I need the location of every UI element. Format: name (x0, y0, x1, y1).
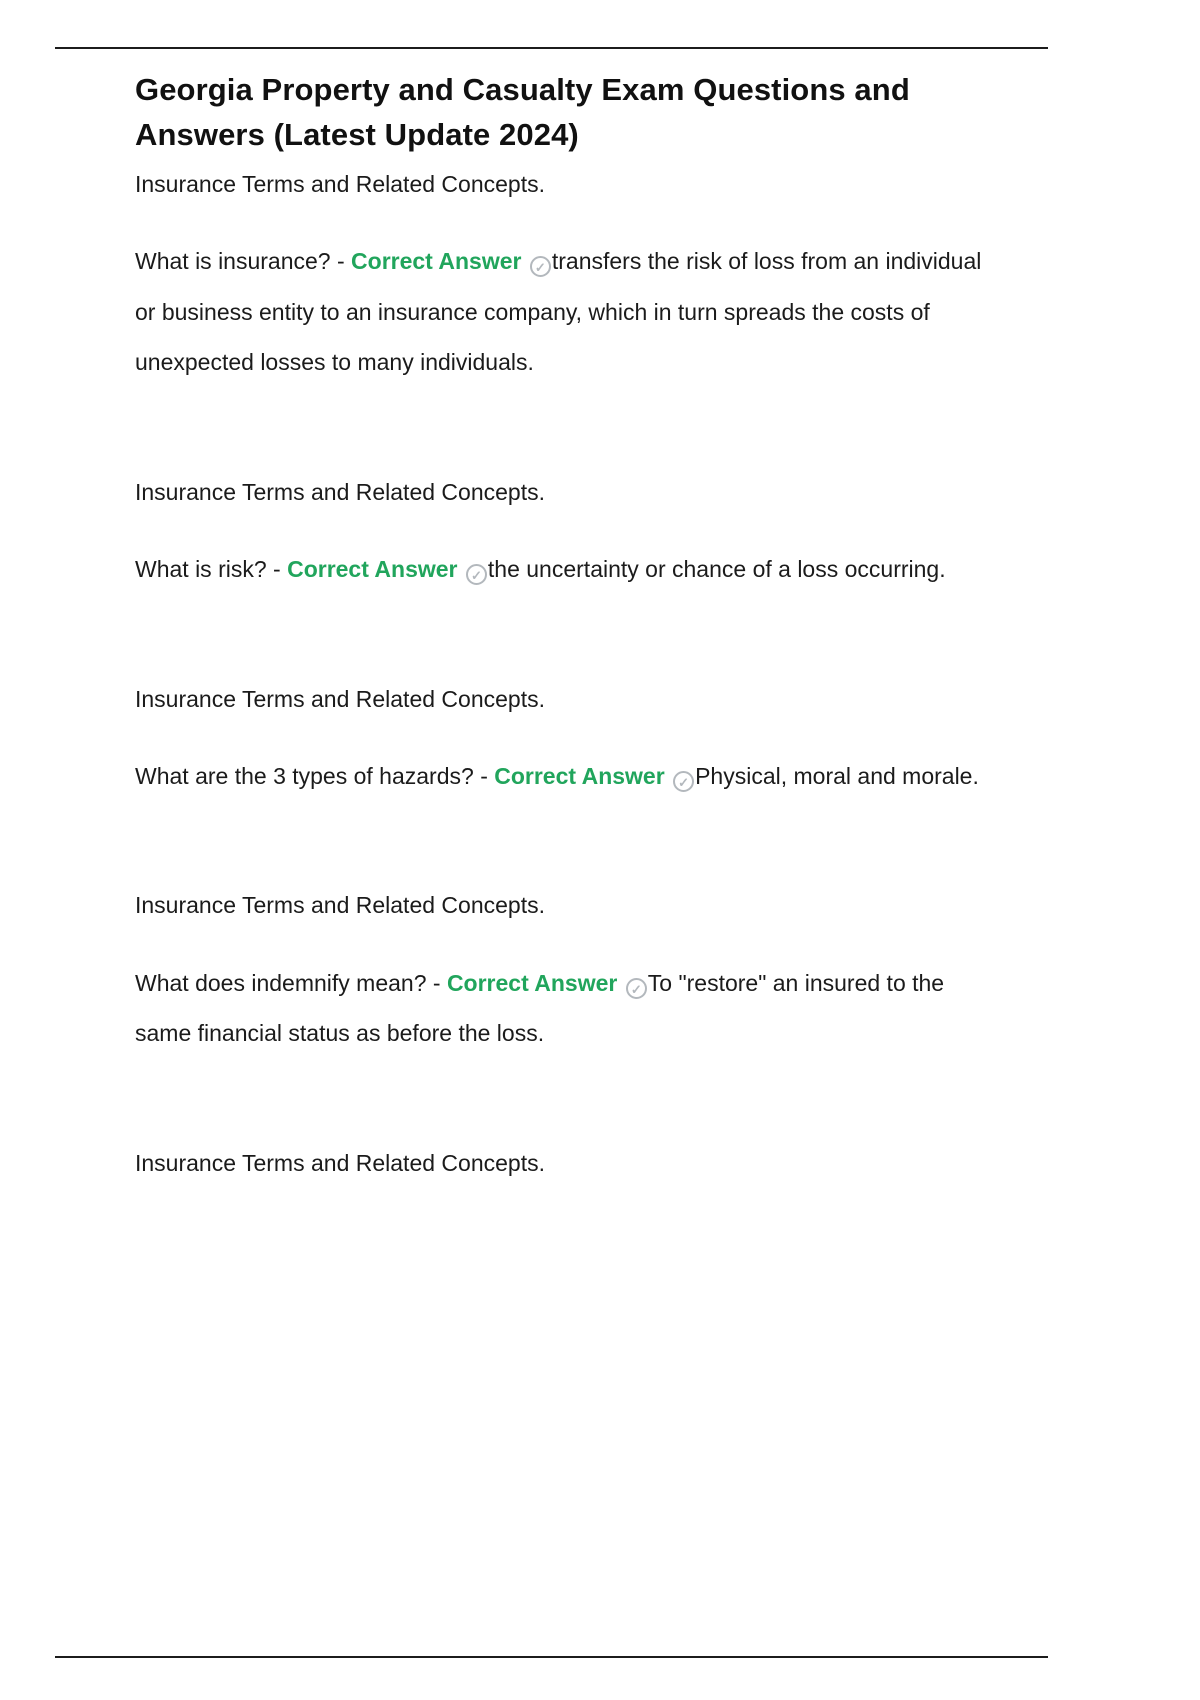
check-circle-icon: ✓ (673, 771, 694, 792)
correct-answer-label: Correct Answer (351, 248, 522, 275)
qa-paragraph (135, 751, 995, 802)
section-label: Insurance Terms and Related Concepts. (135, 892, 545, 919)
answer-text: the uncertainty or chance of a loss occurring. (487, 556, 946, 583)
qa-block (135, 889, 995, 1058)
question-text: What is insurance? - (135, 248, 345, 275)
section-label: Insurance Terms and Related Concepts. (135, 478, 545, 505)
qa-paragraph (135, 236, 995, 388)
answer-text: Physical, moral and morale. (695, 762, 979, 789)
check-circle-icon: ✓ (466, 564, 487, 585)
page-title: Georgia Property and Casualty Exam Questions and Answers (Latest Update 2024) (135, 72, 910, 152)
qa-block (135, 476, 995, 595)
question-text: What is risk? - (135, 556, 281, 583)
answer-text: To "restore" an insured to the same financial status as before the loss. (135, 969, 945, 1047)
correct-answer-label: Correct Answer (494, 762, 665, 789)
section-label: Insurance Terms and Related Concepts. (135, 685, 545, 712)
section-label: Insurance Terms and Related Concepts. (135, 170, 545, 197)
question-text: What does indemnify mean? - (135, 969, 441, 996)
question-text: What are the 3 types of hazards? - (135, 762, 488, 789)
check-circle-icon: ✓ (626, 978, 647, 999)
top-rule (55, 47, 1048, 49)
qa-paragraph (135, 544, 995, 595)
correct-answer-label: Correct Answer (287, 556, 458, 583)
section-label-trailing: Insurance Terms and Related Concepts. (135, 1149, 545, 1176)
correct-answer-label: Correct Answer (446, 969, 618, 996)
qa-block (135, 683, 995, 802)
check-circle-icon: ✓ (530, 256, 551, 277)
qa-paragraph (135, 958, 995, 1059)
answer-text: transfers the risk of loss from an individual or business entity to an insurance company, which in turn spreads the costs of unexpected losses to many individuals. (135, 248, 982, 376)
bottom-rule (55, 1656, 1048, 1658)
